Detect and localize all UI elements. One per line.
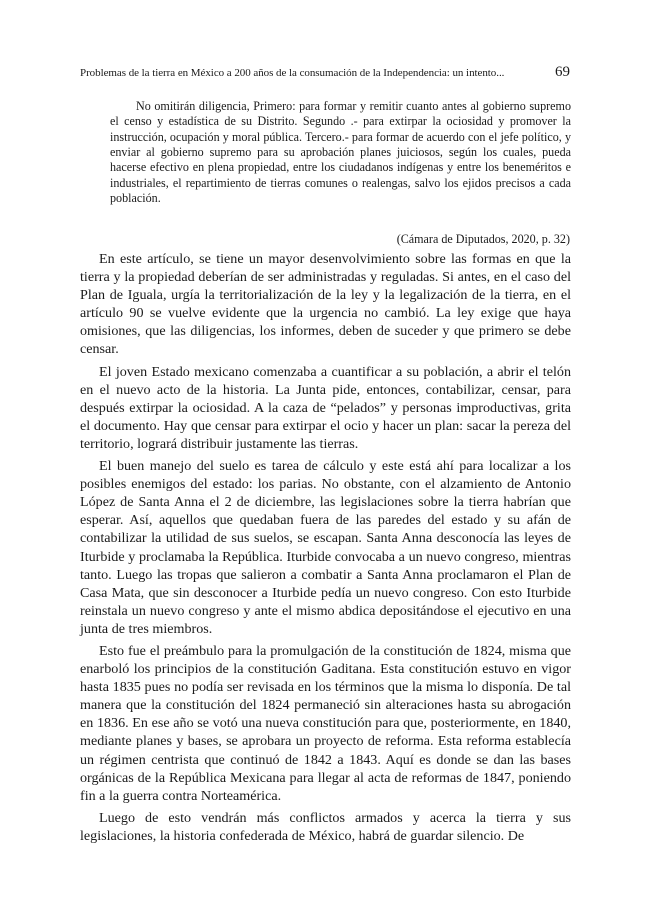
body-paragraph-3: El buen manejo del suelo es tarea de cálculo y este está ahí para localizar a los posibles enemigos del estado: los parias. No obstante, con el alzamiento de Antonio López de Santa Anna el 2 de diciembre, las legislaciones sobre la tierra habrían que esperar. Así, aquellos que quedaban fuera de las paredes del estado y su afán de contabilizar la utilidad de sus suelos, se escapan. Santa Anna desconocía las leyes de Iturbide y proclamaba la República. Iturbide convocaba a un nuevo congreso, mientras tanto. Luego las tropas que salieron a combatir a Santa Anna proclamaron el Plan de Casa Mata, que sin desconocer a Iturbide pedía un nuevo congreso. Con esto Iturbide reinstala un nuevo congreso y ante el mismo abdica depositándose el ejecutivo en una junta de tres miembros. bbox=[80, 458, 571, 637]
quote-text: No omitirán diligencia, Primero: para formar y remitir cuanto antes al gobierno supremo el censo y estadística de su Distrito. Segundo .- para extirpar la ociosidad y promover la instrucción, ocupación y moral pública. Tercero.- para formar de acuerdo con el jefe político, y enviar al gobierno supremo para su aprobación planes juiciosos, según los cuales, pueda hacerse efectivo en plena propiedad, entre los ciudadanos indígenas y entre los beneméritos e industriales, el repartimiento de tierras comunes o realengas, salvo los ejidos precisos a cada población. bbox=[110, 99, 571, 206]
body-paragraph-1: En este artículo, se tiene un mayor desenvolvimiento sobre las formas en que la tierra y la propiedad deberían de ser administradas y reguladas. Si antes, en el caso del Plan de Iguala, urgía la territorialización de la ley y la legalización de la tierra, en el artículo 90 se vuelve evidente que la urgencia no cambió. La ley exige que haya omisiones, que las diligencias, los informes, deben de suceder y que primero se debe censar. bbox=[80, 251, 571, 358]
page-number: 69 bbox=[555, 64, 570, 80]
body-paragraph-4: Esto fue el preámbulo para la promulgación de la constitución de 1824, misma que enarboló los principios de la constitución Gaditana. Esta constitución estuvo en vigor hasta 1835 pues no podía ser revisada en los términos que la misma lo disponía. De tal manera que la constitución del 1824 permaneció sin alteraciones hasta su abrogación en 1836. En ese año se votó una nueva constitución para que, posteriormente, en 1840, mediante planes y bases, se aprobara un proyecto de reforma. Esta reforma establecía un régimen centrista que continuó de 1842 a 1843. Aquí es donde se dan las bases orgánicas de la República Mexicana para llegar al acta de reformas de 1847, poniendo fin a la guerra contra Norteamérica. bbox=[80, 642, 571, 804]
running-title: Problemas de la tierra en México a 200 años de la consumación de la Independencia: un intento... bbox=[80, 67, 505, 79]
quote-citation: (Cámara de Diputados, 2020, p. 32) bbox=[396, 232, 570, 246]
block-quote bbox=[110, 99, 571, 206]
running-header bbox=[80, 64, 570, 84]
body-paragraph-5: Luego de esto vendrán más conflictos armados y acerca la tierra y sus legislaciones, la historia confederada de México, habrá de guardar silencio. De bbox=[80, 809, 571, 844]
body-paragraph-2: El joven Estado mexicano comenzaba a cuantificar a su población, a abrir el telón en el nuevo acto de la historia. La Junta pide, entonces, contabilizar, censar, para después extirpar la ociosidad. A la caza de “pelados” y personas improductivas, grita el documento. Hay que censar para extirpar el ocio y hacer un plan: sacar la pereza del territorio, logrará distribuir justamente las tierras. bbox=[80, 363, 571, 452]
body-text bbox=[80, 250, 571, 849]
